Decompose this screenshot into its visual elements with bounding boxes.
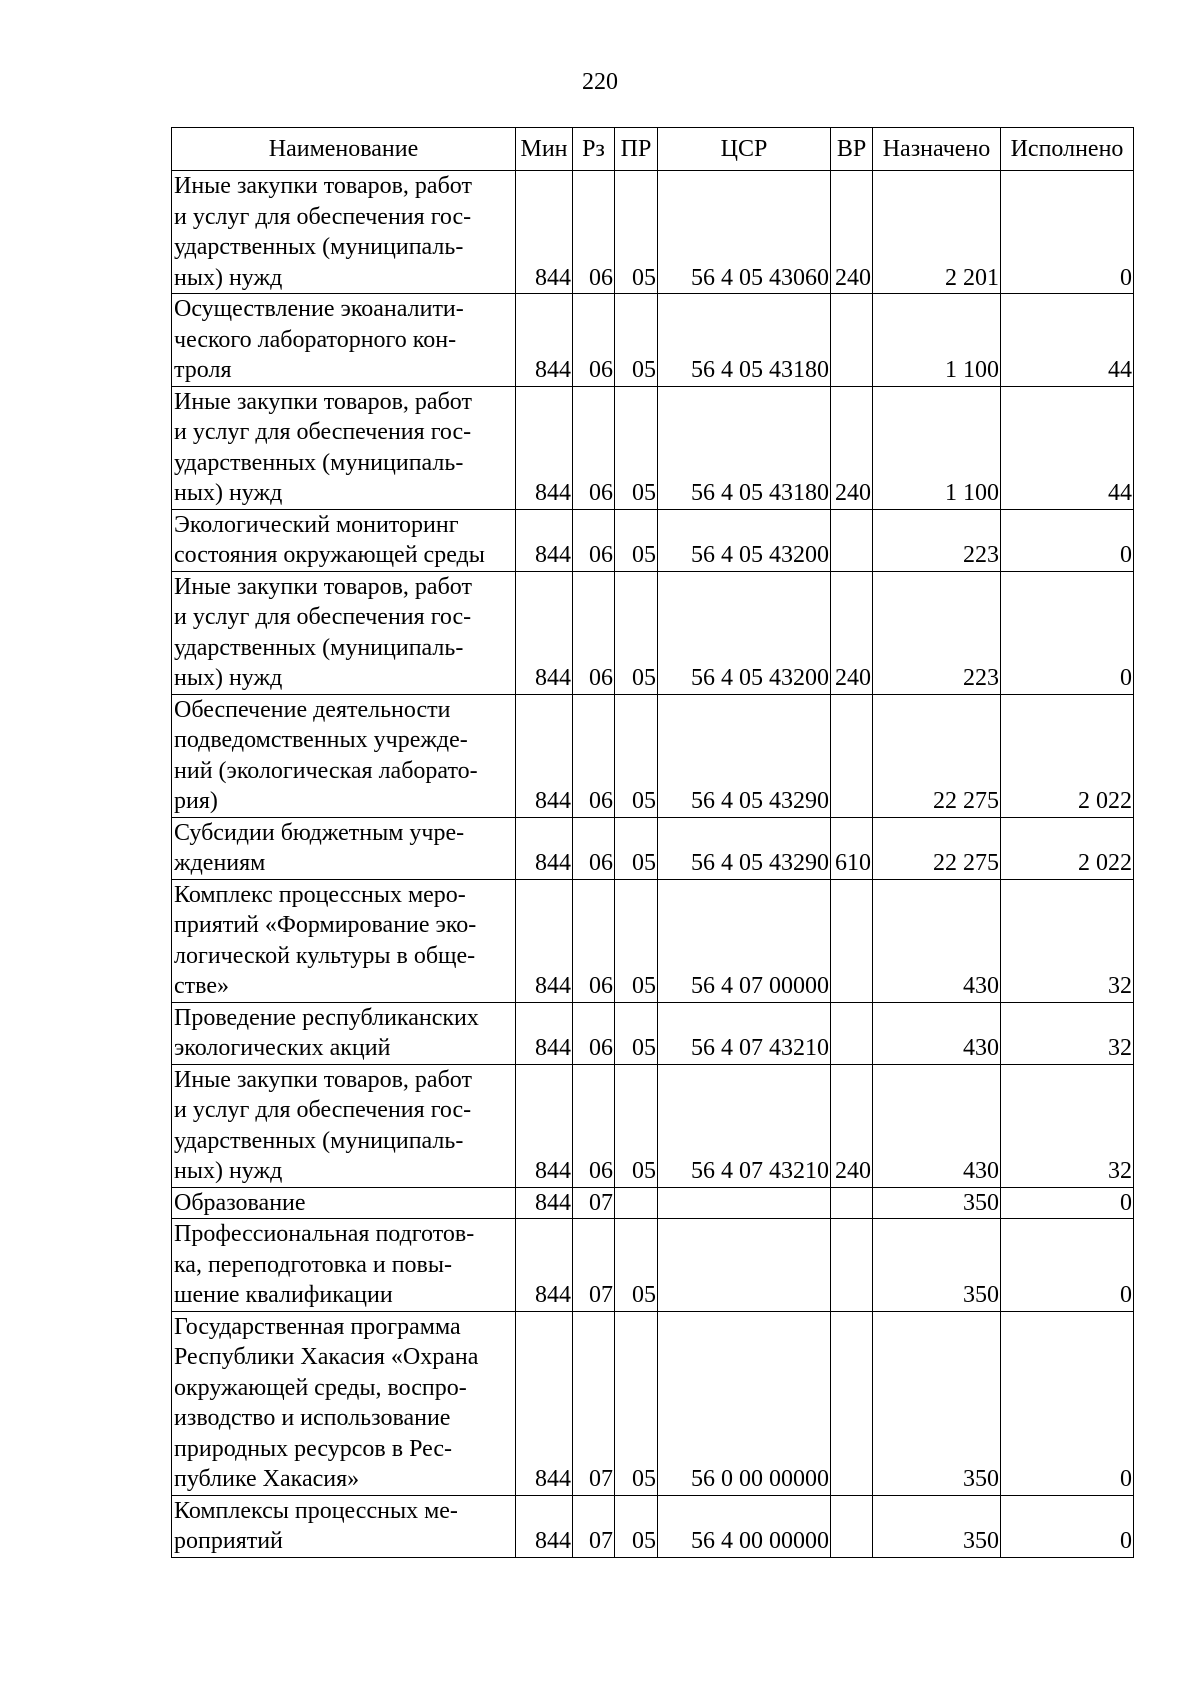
name-line: ударственных (муниципаль- [174, 449, 464, 476]
cell-rz: 07 [573, 1495, 615, 1557]
cell-rz: 06 [573, 879, 615, 1002]
name-line: ных) нужд [174, 264, 283, 291]
cell-vr [831, 294, 873, 387]
cell-pr: 05 [615, 1311, 658, 1495]
cell-name [172, 571, 516, 694]
cell-min: 844 [516, 694, 573, 817]
cell-pr: 05 [615, 817, 658, 879]
name-line: логической культуры в обще- [174, 942, 476, 969]
cell-csr: 56 4 05 43180 [658, 294, 831, 387]
cell-min: 844 [516, 1219, 573, 1312]
cell-min: 844 [516, 1064, 573, 1187]
name-line: Комплекс процессных меро- [174, 881, 466, 908]
cell-vr [831, 1311, 873, 1495]
cell-csr: 56 4 00 00000 [658, 1495, 831, 1557]
cell-pr: 05 [615, 694, 658, 817]
name-line: Субсидии бюджетным учре- [174, 819, 465, 846]
header-executed: Исполнено [1001, 128, 1134, 171]
name-line: ных) нужд [174, 1158, 283, 1184]
cell-csr: 56 4 05 43200 [658, 509, 831, 571]
cell-rz: 06 [573, 1002, 615, 1064]
name-line: Республики Хакасия «Охрана [174, 1344, 479, 1370]
cell-executed: 0 [1001, 1311, 1134, 1495]
cell-rz: 06 [573, 294, 615, 387]
cell-executed: 2 022 [1001, 817, 1134, 879]
cell-rz: 06 [573, 694, 615, 817]
cell-assigned: 1 100 [873, 294, 1001, 387]
cell-csr: 56 4 05 43200 [658, 571, 831, 694]
name-line: ударственных (муниципаль- [174, 1127, 464, 1154]
budget-table [171, 127, 1134, 1558]
cell-min: 844 [516, 1495, 573, 1557]
cell-rz: 07 [573, 1311, 615, 1495]
cell-vr: 240 [831, 571, 873, 694]
header-assigned: Назначено [873, 128, 1001, 171]
cell-min: 844 [516, 171, 573, 294]
cell-vr [831, 1219, 873, 1312]
cell-name [172, 1187, 516, 1219]
name-line: рия) [174, 788, 218, 814]
cell-vr [831, 1187, 873, 1219]
cell-assigned: 430 [873, 879, 1001, 1002]
cell-name [172, 1495, 516, 1557]
cell-name [172, 171, 516, 294]
name-line: Иные закупки товаров, работ [174, 1066, 472, 1093]
name-line: Иные закупки товаров, работ [174, 173, 472, 199]
cell-csr: 56 4 05 43180 [658, 386, 831, 509]
name-line: Иные закупки товаров, работ [174, 573, 472, 600]
cell-assigned: 223 [873, 509, 1001, 571]
cell-name [172, 694, 516, 817]
cell-min: 844 [516, 1002, 573, 1064]
name-line: ка, переподготовка и повы- [174, 1251, 452, 1278]
name-line: Образование [174, 1189, 306, 1216]
cell-pr: 05 [615, 1002, 658, 1064]
cell-pr [615, 1187, 658, 1219]
header-rz: Рз [573, 128, 615, 171]
cell-name [172, 386, 516, 509]
header-min: Мин [516, 128, 573, 171]
cell-name [172, 1219, 516, 1312]
table-row [172, 571, 1134, 694]
cell-csr: 56 0 00 00000 [658, 1311, 831, 1495]
cell-assigned: 350 [873, 1187, 1001, 1219]
cell-rz: 07 [573, 1187, 615, 1219]
table-row [172, 1187, 1134, 1219]
cell-executed: 0 [1001, 171, 1134, 294]
table-row [172, 879, 1134, 1002]
table-row [172, 817, 1134, 879]
cell-rz: 07 [573, 1219, 615, 1312]
cell-min: 844 [516, 817, 573, 879]
cell-csr: 56 4 05 43290 [658, 694, 831, 817]
cell-assigned: 1 100 [873, 386, 1001, 509]
cell-executed: 44 [1001, 294, 1134, 387]
table-row [172, 1002, 1134, 1064]
name-line: изводство и использование [174, 1405, 451, 1431]
cell-vr: 240 [831, 171, 873, 294]
cell-rz: 06 [573, 1064, 615, 1187]
name-line: стве» [174, 973, 229, 999]
table-row [172, 694, 1134, 817]
table-row [172, 386, 1134, 509]
cell-assigned: 350 [873, 1219, 1001, 1312]
table-row [172, 294, 1134, 387]
cell-executed: 0 [1001, 571, 1134, 694]
cell-name [172, 879, 516, 1002]
name-line: роприятий [174, 1528, 283, 1554]
name-line: Комплексы процессных ме- [174, 1497, 458, 1524]
name-line: и услуг для обеспечения гос- [174, 1097, 472, 1123]
name-line: ний (экологическая лаборато- [174, 757, 478, 784]
cell-min: 844 [516, 571, 573, 694]
table-row [172, 1495, 1134, 1557]
cell-vr [831, 694, 873, 817]
cell-pr: 05 [615, 1219, 658, 1312]
cell-csr: 56 4 07 43210 [658, 1002, 831, 1064]
cell-assigned: 430 [873, 1064, 1001, 1187]
cell-assigned: 430 [873, 1002, 1001, 1064]
cell-assigned: 223 [873, 571, 1001, 694]
name-line: Иные закупки товаров, работ [174, 388, 472, 415]
header-vr: ВР [831, 128, 873, 171]
cell-vr: 610 [831, 817, 873, 879]
name-line: Экологический мониторинг [174, 511, 459, 538]
cell-rz: 06 [573, 509, 615, 571]
table-row [172, 171, 1134, 294]
cell-pr: 05 [615, 509, 658, 571]
cell-name [172, 1002, 516, 1064]
name-line: приятий «Формирование эко- [174, 912, 477, 938]
cell-min: 844 [516, 1187, 573, 1219]
cell-executed: 44 [1001, 386, 1134, 509]
name-line: ударственных (муниципаль- [174, 634, 464, 661]
cell-executed: 0 [1001, 1219, 1134, 1312]
table-body [172, 171, 1134, 1558]
cell-executed: 32 [1001, 1002, 1134, 1064]
name-line: Обеспечение деятельности [174, 696, 451, 723]
table-row [172, 1219, 1134, 1312]
cell-executed: 32 [1001, 1064, 1134, 1187]
cell-vr [831, 1002, 873, 1064]
cell-pr: 05 [615, 294, 658, 387]
cell-executed: 0 [1001, 1495, 1134, 1557]
cell-assigned: 2 201 [873, 171, 1001, 294]
table-row [172, 509, 1134, 571]
cell-csr: 56 4 07 00000 [658, 879, 831, 1002]
name-line: Государственная программа [174, 1313, 461, 1340]
cell-executed: 0 [1001, 1187, 1134, 1219]
cell-rz: 06 [573, 817, 615, 879]
table-row [172, 1064, 1134, 1187]
name-line: ных) нужд [174, 665, 283, 691]
cell-rz: 06 [573, 386, 615, 509]
cell-csr [658, 1219, 831, 1312]
cell-csr: 56 4 05 43290 [658, 817, 831, 879]
name-line: и услуг для обеспечения гос- [174, 604, 472, 630]
name-line: троля [174, 357, 232, 383]
name-line: и услуг для обеспечения гос- [174, 419, 472, 445]
cell-assigned: 22 275 [873, 694, 1001, 817]
cell-name [172, 1311, 516, 1495]
cell-csr: 56 4 07 43210 [658, 1064, 831, 1187]
name-line: ударственных (муниципаль- [174, 234, 464, 260]
cell-assigned: 350 [873, 1495, 1001, 1557]
cell-rz: 06 [573, 571, 615, 694]
name-line: Профессиональная подготов- [174, 1221, 475, 1247]
table-row [172, 1311, 1134, 1495]
name-line: экологических акций [174, 1035, 391, 1061]
table-header-row [172, 128, 1134, 171]
cell-name [172, 509, 516, 571]
name-line: Осуществление экоаналити- [174, 296, 464, 322]
cell-min: 844 [516, 386, 573, 509]
cell-vr: 240 [831, 386, 873, 509]
cell-vr [831, 1495, 873, 1557]
cell-executed: 32 [1001, 879, 1134, 1002]
name-line: шение квалификации [174, 1282, 393, 1308]
cell-vr: 240 [831, 1064, 873, 1187]
cell-pr: 05 [615, 571, 658, 694]
cell-min: 844 [516, 294, 573, 387]
header-pr: ПР [615, 128, 658, 171]
cell-min: 844 [516, 509, 573, 571]
name-line: ческого лабораторного кон- [174, 326, 457, 353]
cell-pr: 05 [615, 1495, 658, 1557]
cell-pr: 05 [615, 386, 658, 509]
name-line: окружающей среды, воспро- [174, 1374, 467, 1401]
name-line: состояния окружающей среды [174, 542, 485, 568]
name-line: подведомственных учрежде- [174, 727, 468, 753]
cell-assigned: 350 [873, 1311, 1001, 1495]
cell-vr [831, 879, 873, 1002]
cell-csr: 56 4 05 43060 [658, 171, 831, 294]
name-line: Проведение республиканских [174, 1004, 479, 1031]
cell-pr: 05 [615, 171, 658, 294]
cell-name [172, 294, 516, 387]
cell-pr: 05 [615, 1064, 658, 1187]
cell-pr: 05 [615, 879, 658, 1002]
name-line: ных) нужд [174, 480, 283, 506]
name-line: природных ресурсов в Рес- [174, 1435, 453, 1462]
header-name: Наименование [172, 128, 516, 171]
cell-min: 844 [516, 1311, 573, 1495]
cell-min: 844 [516, 879, 573, 1002]
cell-assigned: 22 275 [873, 817, 1001, 879]
cell-executed: 2 022 [1001, 694, 1134, 817]
cell-name [172, 817, 516, 879]
header-csr: ЦСР [658, 128, 831, 171]
cell-vr [831, 509, 873, 571]
cell-name [172, 1064, 516, 1187]
cell-rz: 06 [573, 171, 615, 294]
page-number: 220 [582, 69, 618, 95]
name-line: ждениям [174, 850, 266, 876]
name-line: публике Хакасия» [174, 1466, 360, 1492]
cell-csr [658, 1187, 831, 1219]
name-line: и услуг для обеспечения гос- [174, 203, 472, 230]
cell-executed: 0 [1001, 509, 1134, 571]
